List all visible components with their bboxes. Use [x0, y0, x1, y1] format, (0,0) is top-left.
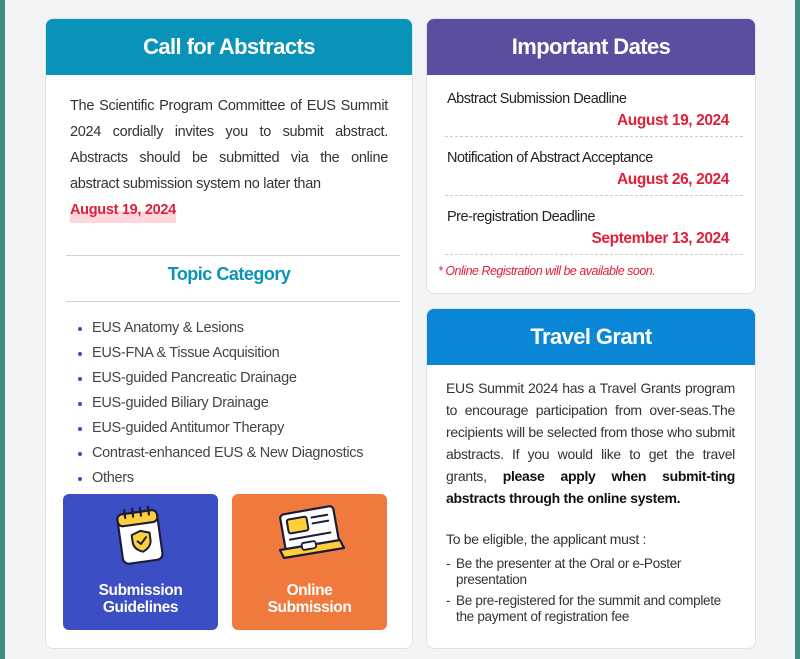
topic-list — [78, 316, 363, 491]
divider — [66, 255, 400, 256]
online-label-line1: Online — [286, 582, 333, 599]
date-value: September 13, 2024 — [591, 230, 729, 247]
list-item: Others — [78, 466, 363, 491]
condition-text: Be the presenter at the Oral or e-Poster presentation — [456, 556, 682, 587]
submission-label-line1: Submission — [98, 582, 183, 599]
list-item: EUS-guided Biliary Drainage — [78, 391, 363, 416]
list-item: EUS-guided Pancreatic Drainage — [78, 366, 363, 391]
eligibility-condition: - Be pre-registered for the summit and complete the payment of registration fee — [446, 593, 741, 625]
travel-grant-emphasis: please apply when submit-ting abstracts through the online system. — [446, 468, 736, 506]
travel-grant-card — [426, 308, 756, 649]
right-edge-bar — [795, 0, 800, 659]
topic-category-title: Topic Category — [167, 264, 291, 284]
submission-deadline: August 19, 2024 — [70, 197, 176, 223]
eligibility-condition: - Be the presenter at the Oral or e-Poster presentation — [446, 556, 741, 588]
divider — [66, 301, 400, 302]
left-edge-bar — [0, 0, 5, 659]
call-for-abstracts-body — [46, 75, 412, 223]
online-submission-button[interactable] — [232, 494, 387, 630]
call-for-abstracts-intro: The Scientific Program Committee of EUS Summit 2024 cordially invites you to submit abstract. Abstracts should be submitted via the online abstract submission system no later than — [70, 98, 388, 192]
list-item: EUS-guided Antitumor Therapy — [78, 416, 363, 441]
list-item: EUS Anatomy & Lesions — [78, 316, 363, 341]
travel-grant-body — [427, 365, 755, 509]
date-value: August 26, 2024 — [616, 171, 729, 188]
date-row — [445, 79, 743, 137]
date-label: Pre-registration Deadline — [447, 209, 595, 225]
date-row — [445, 197, 743, 255]
registration-note: * Online Registration will be available soon. — [438, 264, 656, 278]
travel-grant-title: Travel Grant — [427, 309, 755, 365]
list-item: EUS-FNA & Tissue Acquisition — [78, 341, 363, 366]
condition-text: Be pre-registered for the summit and complete the payment of registration fee — [456, 593, 721, 624]
list-item: Contrast-enhanced EUS & New Diagnostics — [78, 441, 363, 466]
laptop-icon — [274, 502, 346, 572]
date-label: Abstract Submission Deadline — [447, 91, 627, 107]
online-label-line2: Submission — [267, 599, 352, 616]
date-label: Notification of Abstract Acceptance — [447, 150, 653, 166]
call-for-abstracts-card — [45, 18, 413, 649]
important-dates-title: Important Dates — [427, 19, 755, 75]
important-dates-card — [426, 18, 756, 294]
date-value: August 19, 2024 — [616, 112, 729, 129]
eligibility-intro: To be eligible, the applicant must : — [446, 531, 647, 547]
call-for-abstracts-title: Call for Abstracts — [46, 19, 412, 75]
submission-label-line2: Guidelines — [102, 599, 179, 616]
date-row — [445, 138, 743, 196]
travel-grant-text: EUS Summit 2024 has a Travel Grants program to encourage participation from over-seas.The recipients will be selected from those who submit abstracts. If you would like to get the travel grants, — [446, 380, 735, 484]
submission-guidelines-button[interactable] — [63, 494, 218, 630]
calendar-check-icon — [115, 502, 167, 572]
